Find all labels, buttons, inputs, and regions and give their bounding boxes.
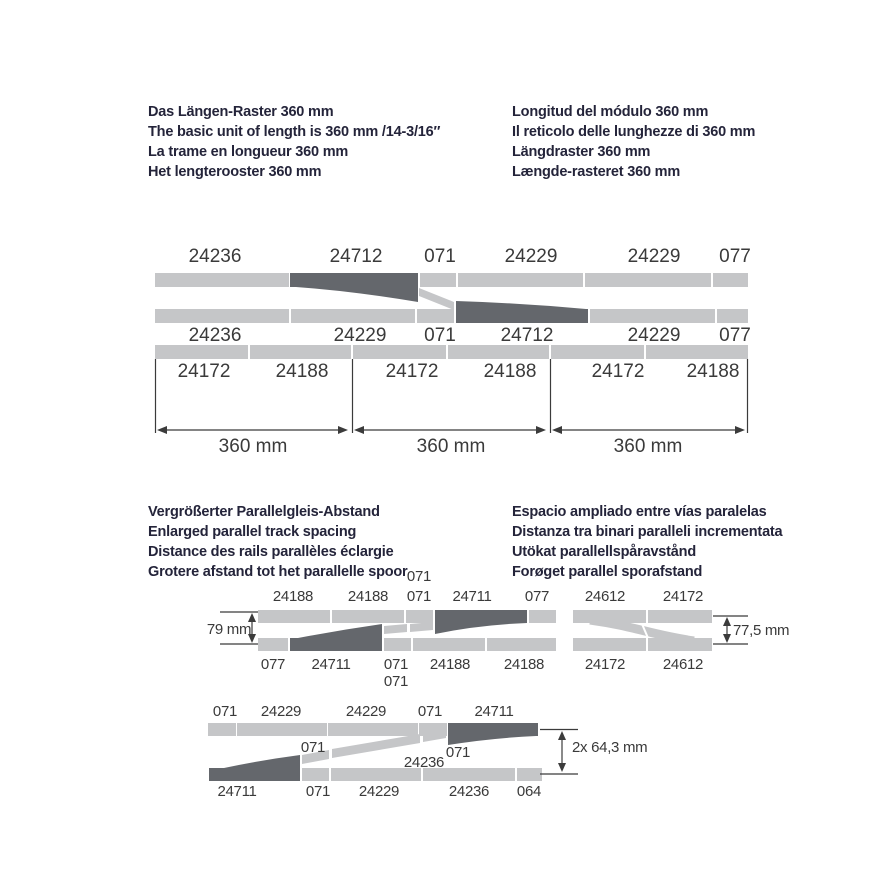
track-segment bbox=[551, 345, 644, 359]
heading-line-it: Distanza tra binari paralleli incrementata bbox=[512, 524, 783, 540]
part-number-label: 071 bbox=[445, 744, 471, 761]
track-segment bbox=[302, 768, 329, 781]
part-number-label: 071 bbox=[212, 703, 238, 720]
crossover-curve bbox=[590, 620, 694, 641]
arrowhead bbox=[735, 426, 745, 434]
part-number-label: 24712 bbox=[329, 246, 383, 267]
part-number-label: 071 bbox=[305, 783, 331, 800]
turnout-curve bbox=[296, 287, 418, 302]
turnout-segment bbox=[209, 768, 300, 781]
part-number-label: 077 bbox=[719, 246, 751, 267]
curve-segment bbox=[410, 622, 433, 632]
part-number-label: 24711 bbox=[452, 588, 492, 605]
part-number-label: 24188 bbox=[275, 361, 329, 382]
heading-line-de: Das Längen-Raster 360 mm bbox=[148, 104, 334, 120]
track-segment bbox=[406, 610, 433, 623]
part-number-label: 071 bbox=[406, 568, 432, 585]
part-number-label: 24712 bbox=[500, 325, 554, 346]
track-segment bbox=[590, 309, 715, 323]
part-number-label: 077 bbox=[719, 325, 751, 346]
part-number-label: 071 bbox=[383, 673, 409, 690]
heading-length-raster-left bbox=[148, 102, 440, 182]
track-segment bbox=[332, 610, 404, 623]
part-number-label: 24188 bbox=[347, 588, 389, 605]
arrowhead bbox=[552, 426, 562, 434]
track-segment bbox=[517, 768, 542, 781]
dimension-label: 360 mm bbox=[613, 436, 683, 457]
heading-line-nl: Grotere afstand tot het parallelle spoor bbox=[148, 564, 408, 580]
arrowhead bbox=[338, 426, 348, 434]
part-number-label: 24711 bbox=[474, 703, 514, 720]
track-segment bbox=[487, 638, 556, 651]
track-segment bbox=[258, 610, 330, 623]
track-segment bbox=[258, 638, 288, 651]
part-number-label: 077 bbox=[260, 656, 286, 673]
part-number-label: 24236 bbox=[188, 325, 242, 346]
track-segment bbox=[448, 345, 549, 359]
turnout-segment bbox=[456, 309, 588, 323]
arrowhead bbox=[157, 426, 167, 434]
heading-line-sv: Utökat parallellspåravstånd bbox=[512, 544, 696, 560]
heading-parallel-right bbox=[512, 502, 782, 582]
track-segment bbox=[291, 309, 415, 323]
track-segment bbox=[208, 723, 236, 736]
track-segment bbox=[155, 345, 248, 359]
turnout-segment bbox=[448, 723, 538, 736]
part-number-label: 071 bbox=[383, 656, 409, 673]
turnout-segment bbox=[435, 610, 527, 623]
track-segment bbox=[717, 309, 748, 323]
heading-line-de: Vergrößerter Parallelgleis-Abstand bbox=[148, 504, 380, 520]
part-number-label: 071 bbox=[424, 325, 456, 346]
part-number-label: 077 bbox=[524, 588, 550, 605]
heading-line-da: Længde-rasteret 360 mm bbox=[512, 164, 681, 180]
heading-line-en: The basic unit of length is 360 mm /14-3/16″ bbox=[148, 124, 441, 140]
track-segment bbox=[155, 309, 289, 323]
part-number-label: 24188 bbox=[483, 361, 537, 382]
track-segment bbox=[417, 309, 454, 323]
part-number-label: 24236 bbox=[188, 246, 242, 267]
dimension-label: 77,5 mm bbox=[733, 622, 790, 639]
arrowhead bbox=[558, 763, 566, 772]
part-number-label: 24172 bbox=[177, 361, 231, 382]
track-segment bbox=[413, 638, 485, 651]
part-number-label: 24172 bbox=[584, 656, 626, 673]
dimension-label: 79 mm bbox=[206, 621, 252, 638]
part-number-label: 064 bbox=[516, 783, 542, 800]
heading-line-en: Enlarged parallel track spacing bbox=[148, 524, 357, 540]
track-segment bbox=[713, 273, 748, 287]
part-number-label: 24172 bbox=[591, 361, 645, 382]
part-number-label: 24229 bbox=[358, 783, 400, 800]
part-number-label: 24229 bbox=[627, 325, 681, 346]
part-number-label: 24229 bbox=[504, 246, 558, 267]
part-number-label: 071 bbox=[406, 588, 432, 605]
heading-line-nl: Het lengterooster 360 mm bbox=[148, 164, 322, 180]
heading-line-it: Il reticolo delle lunghezze di 360 mm bbox=[512, 124, 756, 140]
part-number-label: 24188 bbox=[503, 656, 545, 673]
track-segment bbox=[646, 345, 748, 359]
part-number-label: 071 bbox=[300, 739, 326, 756]
part-number-label: 24188 bbox=[686, 361, 740, 382]
track-segment bbox=[573, 638, 646, 651]
track-segment bbox=[585, 273, 711, 287]
curve-segment bbox=[419, 288, 454, 310]
part-number-label: 24236 bbox=[403, 754, 445, 771]
part-number-label: 24711 bbox=[311, 656, 351, 673]
heading-line-es: Espacio ampliado entre vías paralelas bbox=[512, 504, 767, 520]
part-number-label: 071 bbox=[424, 246, 456, 267]
turnout-segment bbox=[290, 273, 418, 287]
arrowhead bbox=[723, 617, 731, 626]
part-number-label: 24229 bbox=[627, 246, 681, 267]
part-number-label: 24172 bbox=[385, 361, 439, 382]
dimension-label: 360 mm bbox=[218, 436, 288, 457]
track-segment bbox=[420, 273, 456, 287]
part-number-label: 24188 bbox=[429, 656, 471, 673]
part-number-label: 24188 bbox=[272, 588, 314, 605]
part-number-label: 24612 bbox=[662, 656, 704, 673]
heading-line-es: Longitud del módulo 360 mm bbox=[512, 104, 709, 120]
part-number-label: 24612 bbox=[584, 588, 626, 605]
part-number-label: 071 bbox=[417, 703, 443, 720]
arrowhead bbox=[354, 426, 364, 434]
arrowhead bbox=[536, 426, 546, 434]
track-segment bbox=[384, 638, 411, 651]
track-segment bbox=[648, 610, 712, 623]
track-segment bbox=[353, 345, 446, 359]
turnout-segment bbox=[290, 638, 382, 651]
part-number-label: 24229 bbox=[345, 703, 387, 720]
heading-line-fr: Distance des rails parallèles éclargie bbox=[148, 544, 394, 560]
turnout-segment bbox=[648, 638, 712, 651]
heading-line-fr: La trame en longueur 360 mm bbox=[148, 144, 349, 160]
part-number-label: 24229 bbox=[260, 703, 302, 720]
part-number-label: 24711 bbox=[217, 783, 257, 800]
heading-line-da: Forøget parallel sporafstand bbox=[512, 564, 703, 580]
heading-parallel-left bbox=[148, 502, 408, 582]
dimension-label: 2x 64,3 mm bbox=[572, 739, 648, 756]
track-segment bbox=[237, 723, 327, 736]
turnout-curve bbox=[456, 301, 586, 309]
heading-line-sv: Längdraster 360 mm bbox=[512, 144, 651, 160]
arrowhead bbox=[723, 634, 731, 643]
part-number-label: 24172 bbox=[662, 588, 704, 605]
heading-length-raster-right bbox=[512, 102, 755, 182]
track-segment bbox=[328, 723, 418, 736]
track-segment bbox=[155, 273, 289, 287]
diagram-double-spacing bbox=[208, 723, 578, 781]
dimension-label: 360 mm bbox=[416, 436, 486, 457]
track-segment bbox=[250, 345, 351, 359]
diagram-parallel-standard bbox=[573, 610, 748, 651]
track-segment bbox=[529, 610, 556, 623]
turnout-curve bbox=[298, 624, 382, 638]
diagram-parallel-slim bbox=[220, 610, 556, 651]
diagram-basic-length bbox=[155, 273, 748, 434]
turnout-curve bbox=[224, 755, 300, 768]
curve-segment bbox=[384, 624, 407, 634]
arrowhead bbox=[558, 731, 566, 740]
dimension-bracket-lines bbox=[156, 359, 748, 433]
part-number-label: 24236 bbox=[448, 783, 490, 800]
track-segment bbox=[458, 273, 583, 287]
turnout-curve bbox=[435, 623, 527, 634]
part-number-label: 24229 bbox=[333, 325, 387, 346]
